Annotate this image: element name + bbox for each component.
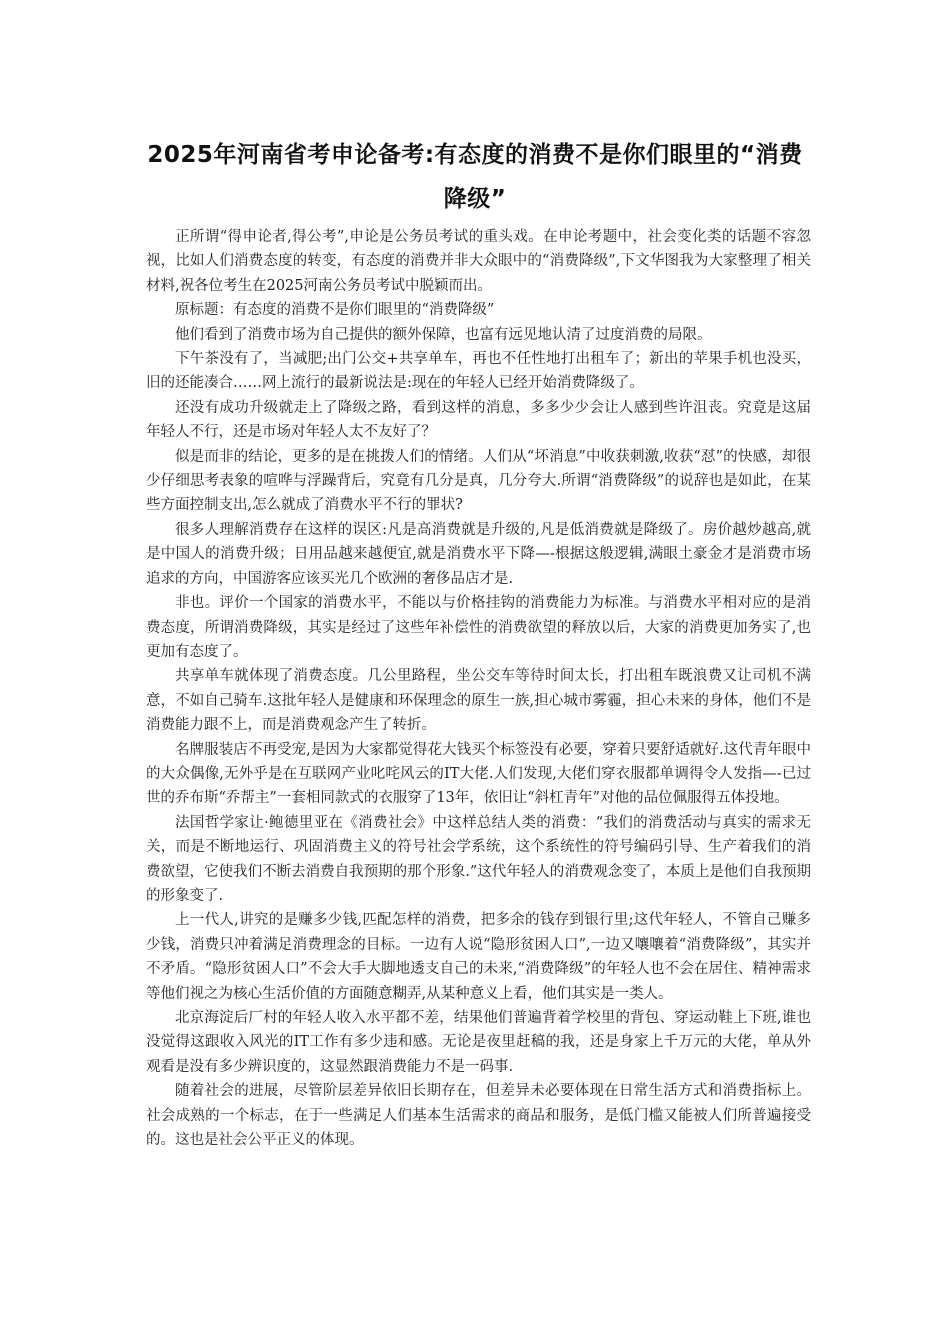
paragraph: 他们看到了消费市场为自己提供的额外保障，也富有远见地认清了过度消费的局限。 — [175, 326, 712, 343]
paragraph: 似是而非的结论，更多的是在挑拨人们的情绪。人们从“坏消息”中收获刺激,收获“怼”的快感，却很少仔细思考表象的喧哗与浮躁背后，究竟有几分是真，几分夸大.所谓“消费降级”的说辞也是如此，在某些方面控制支出,怎么就成了消费水平不行的罪状? — [146, 448, 811, 514]
document-title: 2025年河南省考申论备考:有态度的消费不是你们眼里的“消费降级” — [147, 142, 803, 212]
paragraph: 共享单车就体现了消费态度。几公里路程，坐公交车等待时间太长，打出租车既浪费又让司机不满意，不如自己骑车.这批年轻人是健康和环保理念的原生一族,担心城市雾霾，担心未来的身体，他们不是消费能力跟不上，而是消费观念产生了转折。 — [146, 668, 811, 734]
paragraph: 还没有成功升级就走上了降级之路，看到这样的消息，多多少少会让人感到些许沮丧。究竟是这届年轻人不行，还是市场对年轻人太不友好了？ — [146, 399, 811, 441]
paragraph: 上一代人,讲究的是赚多少钱,匹配怎样的消费，把多余的钱存到银行里;这代年轻人，不管自己赚多少钱，消费只冲着满足消费理念的目标。一边有人说“隐形贫困人口”,一边又嚷嚷着“消费降级”，其实并不矛盾。“隐形贫困人口”不会大手大脚地透支自己的未来,“消费降级”的年轻人也不会在居住、精神需求等他们视之为核心生活价值的方面随意糊弄,从某种意义上看，他们其实是一类人。 — [146, 912, 811, 1002]
paragraph: 原标题：有态度的消费不是你们眼里的“消费降级” — [175, 302, 495, 319]
paragraph: 随着社会的进展，尽管阶层差异依旧长期存在，但差异未必要体现在日常生活方式和消费指标上。社会成熟的一个标志，在于一些满足人们基本生活需求的商品和服务，是低门槛又能被人们所普遍接受的。这也是社会公平正义的体现。 — [146, 1083, 811, 1149]
paragraph: 非也。评价一个国家的消费水平，不能以与价格挂钩的消费能力为标准。与消费水平相对应的是消费态度，所谓消费降级，其实是经过了这些年补偿性的消费欲望的释放以后，大家的消费更加务实了,也更加有态度了。 — [146, 595, 811, 660]
paragraph: 名牌服装店不再受宠,是因为大家都觉得花大钱买个标签没有必要，穿着只要舒适就好.这代青年眼中的大众偶像,无外乎是在互联网产业叱咤风云的IT大佬.人们发现,大佬们穿衣服都单调得令人发指—-已过世的乔布斯“乔帮主”一套相同款式的衣服穿了13年，依旧让“斜杠青年”对他的品位佩服得五体投地。 — [146, 741, 811, 807]
paragraph: 法国哲学家让·鲍德里亚在《消费社会》中这样总结人类的消费：“我们的消费活动与真实的需求无关，而是不断地运行、巩固消费主义的符号社会学系统，这个系统性的符号编码引导、生产着我们的消费欲望，它使我们不断去消费自我预期的那个形象.”这代年轻人的消费观念变了，本质上是他们自我预期的形象变了. — [146, 814, 811, 904]
document-body — [146, 225, 811, 1152]
paragraph: 下午茶没有了，当减肥;出门公交+共享单车，再也不任性地打出租车了；新出的苹果手机也没买，旧的还能凑合……网上流行的最新说法是:现在的年轻人已经开始消费降级了。 — [146, 351, 811, 392]
paragraph: 北京海淀后厂村的年轻人收入水平都不差，结果他们普遍背着学校里的背包、穿运动鞋上下班,谁也没觉得这跟收入风光的IT工作有多少违和感。无论是夜里赶稿的我，还是身家上千万元的大佬，单从外观看是没有多少辨识度的，这显然跟消费能力不是一码事. — [146, 1010, 811, 1075]
paragraph: 正所谓“得申论者,得公考”,申论是公务员考试的重头戏。在申论考题中，社会变化类的话题不容忽视，比如人们消费态度的转变，有态度的消费并非大众眼中的“消费降级”,下文华图我为大家整理了相关材料,祝各位考生在2025河南公务员考试中脱颖而出。 — [146, 229, 811, 294]
paragraph: 很多人理解消费存在这样的误区:凡是高消费就是升级的,凡是低消费就是降级了。房价越炒越高,就是中国人的消费升级；日用品越来越便宜,就是消费水平下降—-根据这般逻辑,满眼土豪金才是消费市场追求的方向，中国游客应该买光几个欧洲的奢侈品店才是. — [146, 521, 811, 587]
